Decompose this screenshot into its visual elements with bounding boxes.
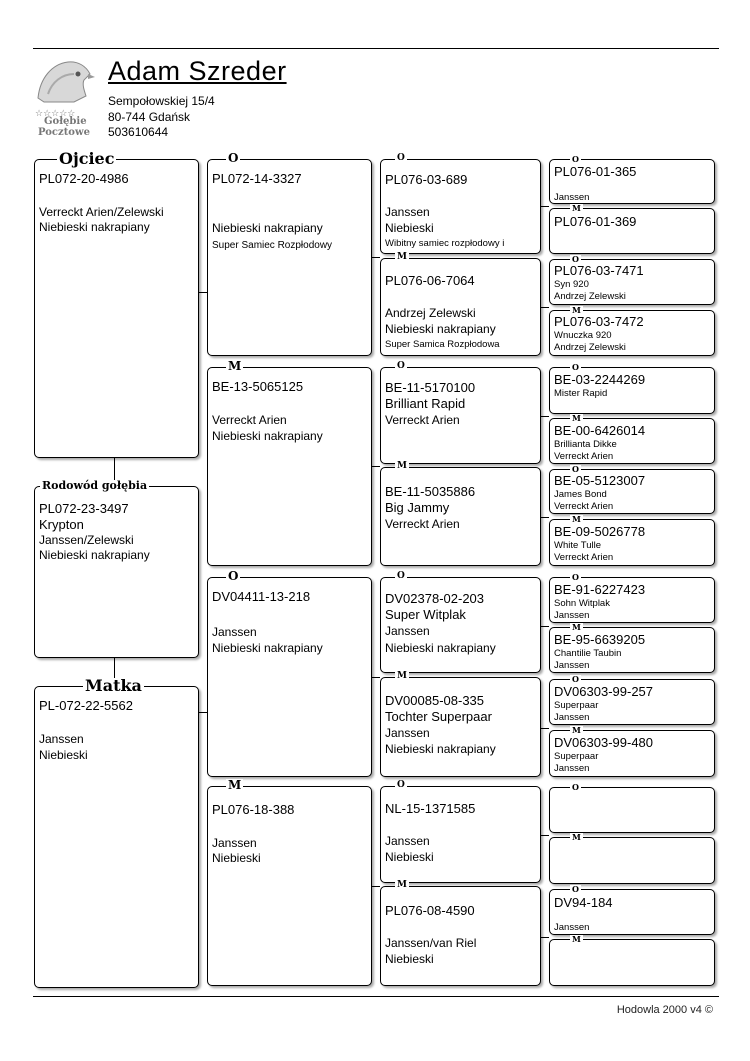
sex-label: M — [397, 671, 407, 681]
g4-box-8[interactable] — [549, 514, 715, 566]
connector — [372, 257, 380, 258]
g4-line1: James Bond — [554, 489, 607, 500]
g2-box-3[interactable] — [207, 569, 372, 777]
sex-label: O — [572, 782, 579, 792]
g3-line2: Niebieski nakrapiany — [385, 742, 496, 756]
sex-label: M — [572, 413, 581, 423]
g3-box-8[interactable] — [380, 880, 541, 986]
connector — [199, 292, 207, 293]
sex-label: O — [572, 254, 579, 264]
g3-line1: Janssen — [385, 726, 430, 740]
g3-box-4[interactable] — [380, 461, 541, 566]
connector — [372, 677, 380, 678]
connector — [199, 712, 207, 713]
g4-line1: Superpaar — [554, 700, 599, 711]
g3-line2: Niebieski — [385, 850, 434, 864]
g3-line1: Janssen — [385, 834, 430, 848]
g4-ring: PL076-03-7471 — [554, 263, 644, 278]
g2-line2: Niebieski nakrapiany — [212, 429, 323, 443]
g3-box-5[interactable] — [380, 571, 541, 673]
g4-box-3[interactable] — [549, 254, 715, 305]
g4-box-14[interactable] — [549, 832, 715, 884]
sex-label: M — [397, 880, 407, 890]
g2-box-4[interactable] — [207, 778, 372, 986]
sex-label: M — [397, 461, 407, 471]
sex-label: O — [572, 362, 579, 372]
sex-label: M — [572, 725, 581, 735]
g2-ring: PL072-14-3327 — [212, 171, 302, 186]
connector — [372, 886, 380, 887]
g4-line1: Janssen — [554, 922, 590, 933]
g4-box-7[interactable] — [549, 464, 715, 514]
g4-ring: BE-03-2244269 — [554, 372, 646, 387]
g2-line2: Niebieski — [212, 851, 261, 865]
mother-box[interactable] — [34, 676, 199, 988]
g3-line2: Niebieski — [385, 221, 434, 235]
father-box[interactable] — [34, 149, 199, 458]
g4-box-5[interactable] — [549, 362, 715, 414]
g4-ring: BE-95-6639205 — [554, 632, 646, 647]
g4-box-12[interactable] — [549, 725, 715, 777]
g3-note: Wibitny samiec rozpłodowy i — [385, 238, 505, 249]
g3-box-7[interactable] — [380, 780, 541, 883]
subject-name: Krypton — [39, 517, 84, 532]
g4-line1: Mister Rapid — [554, 388, 608, 399]
g4-line1: Superpaar — [554, 751, 599, 762]
g3-ring: DV00085-08-335 — [385, 693, 485, 708]
g4-line2: Andrzej Zelewski — [554, 291, 626, 302]
sex-label: M — [572, 203, 581, 213]
g4-box-13[interactable] — [549, 782, 715, 833]
sex-label: M — [572, 622, 581, 632]
g3-ring: BE-11-5035886 — [385, 484, 476, 499]
g3-ring: PL076-08-4590 — [385, 903, 475, 918]
mother-breeder: Janssen — [39, 732, 84, 746]
subject-color: Niebieski nakrapiany — [39, 548, 150, 562]
g4-line1: Janssen — [554, 192, 590, 203]
subject-box[interactable] — [34, 479, 199, 658]
g3-ring: BE-11-5170100 — [385, 380, 476, 395]
g3-line2: Niebieski — [385, 952, 434, 966]
sex-label: M — [397, 252, 407, 262]
g3-line1: Verreckt Arien — [385, 413, 460, 427]
pedigree-label: Rodowód gołębia — [42, 479, 148, 492]
connector — [541, 937, 549, 938]
connector — [541, 517, 549, 518]
g3-box-6[interactable] — [380, 671, 541, 777]
mother-ring: PL-072-22-5562 — [39, 698, 133, 713]
owner-city: 80-744 Gdańsk — [108, 110, 191, 124]
subject-ring: PL072-23-3497 — [39, 501, 129, 516]
g4-box-15[interactable] — [549, 884, 715, 935]
g4-line1: Syn 920 — [554, 279, 589, 290]
sex-label: O — [572, 464, 579, 474]
g2-line1: Verreckt Arien — [212, 413, 287, 427]
sex-label: O — [572, 154, 579, 164]
g3-box-1[interactable] — [380, 153, 541, 254]
g4-line1: Brillianta Dikke — [554, 439, 617, 450]
connector — [541, 728, 549, 729]
g3-name: Super Witplak — [385, 607, 466, 622]
sex-label: O — [572, 674, 579, 684]
logo-text-2: Pocztowe — [38, 127, 90, 138]
sex-label: M — [228, 359, 242, 373]
g4-box-2[interactable] — [549, 203, 715, 254]
g4-box-10[interactable] — [549, 622, 715, 673]
g4-box-1[interactable] — [549, 154, 715, 204]
g4-line2: Janssen — [554, 610, 590, 621]
sex-label: O — [572, 572, 579, 582]
g4-ring: BE-05-5123007 — [554, 473, 646, 488]
g2-line2: Niebieski nakrapiany — [212, 641, 323, 655]
g3-ring: DV02378-02-203 — [385, 591, 485, 606]
sex-label: M — [572, 934, 581, 944]
connector — [541, 206, 549, 207]
g4-line1: Chantilie Taubin — [554, 648, 622, 659]
g4-line1: Sohn Witplak — [554, 598, 610, 609]
mother-color: Niebieski — [39, 748, 88, 762]
top-rule — [33, 48, 719, 49]
g3-note: Super Samica Rozpłodowa — [385, 339, 500, 350]
g4-line1: Wnuczka 920 — [554, 330, 612, 341]
g3-line1: Andrzej Zelewski — [385, 306, 476, 320]
g3-box-2[interactable] — [380, 252, 541, 356]
father-color: Niebieski nakrapiany — [39, 220, 150, 234]
g4-ring: BE-91-6227423 — [554, 582, 646, 597]
g4-ring: DV06303-99-480 — [554, 735, 654, 750]
g3-line1: Janssen — [385, 205, 430, 219]
sex-label: O — [397, 571, 405, 581]
g4-box-16[interactable] — [549, 934, 715, 986]
sex-label: O — [397, 361, 405, 371]
g3-line1: Janssen — [385, 624, 430, 638]
g4-ring: DV06303-99-257 — [554, 684, 654, 699]
bottom-rule — [33, 996, 719, 997]
g4-ring: BE-09-5026778 — [554, 524, 646, 539]
sex-label: O — [572, 884, 579, 894]
g4-box-6[interactable] — [549, 413, 715, 464]
g3-ring: NL-15-1371585 — [385, 801, 476, 816]
connector — [541, 416, 549, 417]
owner-phone: 503610644 — [108, 125, 169, 139]
connector — [541, 835, 549, 836]
g3-box-3[interactable] — [380, 361, 541, 464]
g4-line2: Janssen — [554, 763, 590, 774]
father-label: Ojciec — [59, 149, 115, 168]
g3-ring: PL076-03-689 — [385, 172, 468, 187]
sex-label: O — [228, 569, 239, 583]
svg-text:☆☆☆☆☆: ☆☆☆☆☆ — [35, 109, 76, 119]
sex-label: M — [572, 514, 581, 524]
g4-ring: PL076-03-7472 — [554, 314, 644, 329]
sex-label: M — [228, 778, 242, 792]
owner-name: Adam Szreder — [108, 56, 287, 86]
g4-line2: Andrzej Zelewski — [554, 342, 626, 353]
g2-ring: DV04411-13-218 — [212, 589, 311, 604]
connector — [541, 307, 549, 308]
g4-box-4[interactable] — [549, 305, 715, 356]
g2-box-2[interactable] — [207, 359, 372, 566]
g2-note: Super Samiec Rozpłodowy — [212, 240, 333, 251]
sex-label: O — [397, 780, 405, 790]
g3-line2: Niebieski nakrapiany — [385, 322, 496, 336]
g4-line2: Janssen — [554, 660, 590, 671]
g3-line2: Niebieski nakrapiany — [385, 641, 496, 655]
logo-text-1: Gołębie — [44, 116, 87, 127]
connector — [372, 466, 380, 467]
g2-ring: PL076-18-388 — [212, 802, 295, 817]
g2-box-1[interactable] — [207, 151, 372, 356]
g3-name: Brilliant Rapid — [385, 396, 466, 411]
subject-breeder: Janssen/Zelewski — [39, 533, 134, 547]
owner-street: Sempołowskiej 15/4 — [108, 94, 215, 108]
g3-ring: PL076-06-7064 — [385, 273, 475, 288]
father-breeder: Verreckt Arien/Zelewski — [39, 205, 164, 219]
g4-ring: DV94-184 — [554, 895, 613, 910]
connector — [541, 626, 549, 627]
sex-label: O — [228, 151, 239, 165]
g4-line2: Verreckt Arien — [554, 501, 614, 512]
sex-label: O — [397, 153, 405, 163]
g2-line1: Niebieski nakrapiany — [212, 221, 323, 235]
g2-ring: BE-13-5065125 — [212, 379, 304, 394]
father-ring: PL072-20-4986 — [39, 171, 129, 186]
g4-box-11[interactable] — [549, 674, 715, 725]
g3-line1: Janssen/van Riel — [385, 936, 477, 950]
g3-name: Big Jammy — [385, 500, 450, 515]
g4-ring: PL076-01-369 — [554, 214, 637, 229]
g4-ring: BE-00-6426014 — [554, 423, 646, 438]
g4-line1: White Tulle — [554, 540, 601, 551]
g3-line1: Verreckt Arien — [385, 517, 460, 531]
footer-text: Hodowla 2000 v4 © — [616, 1004, 713, 1016]
mother-label: Matka — [85, 676, 142, 695]
sex-label: M — [572, 305, 581, 315]
g4-ring: PL076-01-365 — [554, 164, 637, 179]
g4-line2: Janssen — [554, 712, 590, 723]
g4-box-9[interactable] — [549, 572, 715, 623]
sex-label: M — [572, 832, 581, 842]
g4-line2: Verreckt Arien — [554, 451, 614, 462]
g3-name: Tochter Superpaar — [385, 709, 492, 724]
g2-line1: Janssen — [212, 625, 257, 639]
pigeon-logo — [34, 54, 96, 138]
g4-line2: Verreckt Arien — [554, 552, 614, 563]
g2-line1: Janssen — [212, 836, 257, 850]
